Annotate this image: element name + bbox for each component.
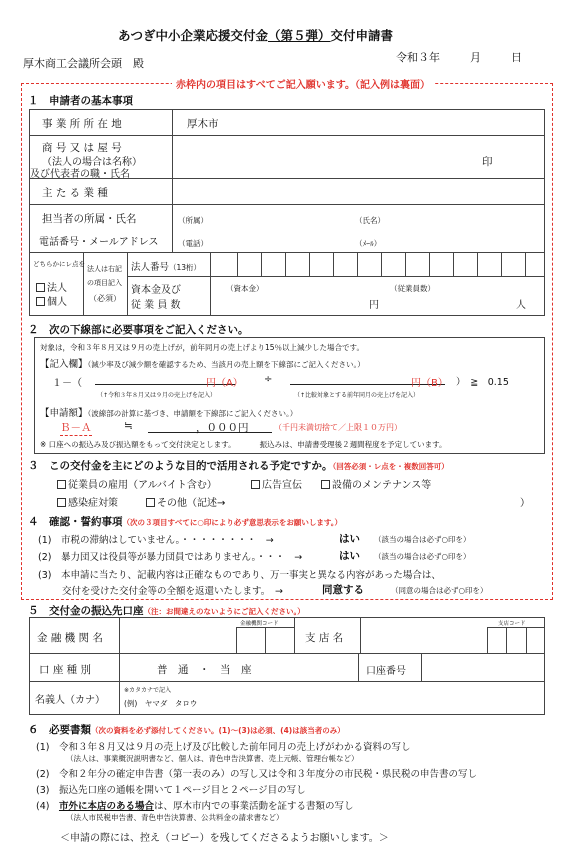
- agree-option[interactable]: 同意する: [322, 584, 364, 596]
- title-suffix: 交付申請書: [330, 28, 394, 43]
- person-unit: 人: [516, 300, 526, 311]
- representative-label: 及び代表者の職・氏名: [30, 169, 130, 180]
- other-close-paren: ）: [520, 498, 530, 509]
- name-field[interactable]: （氏名）: [355, 216, 385, 225]
- cap-note: （千円未満切捨て／上限１０万円）: [274, 423, 402, 432]
- date-line: [396, 49, 522, 65]
- title-round: （第５弾）: [268, 28, 331, 43]
- formula-suffix: ） ≧ 0.15: [456, 377, 509, 388]
- employees-label: 従 業 員 数: [131, 300, 181, 311]
- branch-code-label: 支店コード: [498, 621, 526, 627]
- affiliation-field[interactable]: （所属）: [178, 216, 208, 225]
- account-type-label: 口 座 種 別: [39, 664, 92, 676]
- addressee: 厚木商工会議所会頭 殿: [23, 57, 144, 70]
- hiring-checkbox[interactable]: [57, 480, 66, 489]
- trade-name-sublabel: （法人の場合は名称）: [42, 157, 142, 168]
- individual-option[interactable]: 個人: [36, 293, 67, 308]
- maintenance-checkbox[interactable]: [321, 480, 330, 489]
- business-label: 主 た る 業 種: [42, 187, 108, 199]
- s5-heading: ５ 交付金の振込先口座（注：お間違えのないようにご記入ください。）: [28, 605, 305, 617]
- target-note: 対象は，令和３年８月又は９月の売上げが，前年同月の売上げより15％以上減少した場合です。: [40, 343, 364, 352]
- seal-mark: 印: [482, 156, 493, 168]
- purpose-advertising[interactable]: 広告宣伝: [251, 476, 302, 491]
- yen-a-label: 円（A）: [206, 378, 243, 389]
- holder-label: 名義人（カナ）: [35, 695, 105, 706]
- holder-example: (例) ヤマダ タロウ: [124, 699, 198, 708]
- required-label-2: の項目記入: [87, 279, 122, 287]
- other-checkbox[interactable]: [146, 498, 155, 507]
- phone-field[interactable]: （電話）: [178, 239, 208, 248]
- purpose-hiring[interactable]: 従業員の雇用（アルバイト含む）: [57, 476, 217, 491]
- location-value[interactable]: 厚木市: [187, 118, 219, 130]
- doc-business-proof: (4) 市外に本店のある場合は、厚木市内での事業活動を証する書類の写し: [36, 801, 354, 812]
- b-minus-a: Ｂ－Ａ: [60, 422, 92, 434]
- corp-number-label: 法人番号（13桁）: [131, 262, 202, 273]
- amount-zeros: ，０００円: [196, 422, 249, 434]
- account-table: [29, 617, 545, 715]
- bank-name-label: 金 融 機 関 名: [37, 632, 103, 644]
- pledge-tax: (1) 市税の滞納はしていません。・・・・・・・・ →: [38, 535, 274, 546]
- amount-label: 【申請額】（波線部の計算に基づき、申請額を下線部にご記入ください。）: [40, 408, 298, 419]
- s2-heading: ２ 次の下線部に必要事項をご記入ください。: [28, 324, 249, 336]
- capital-field[interactable]: （資本金）: [226, 284, 264, 293]
- doc-tax-return: (2) 令和２年分の確定申告書（第一表のみ）の写し又は令和３年度分の市民税・県民税の申告書の写し: [36, 769, 477, 780]
- notice: 赤枠内の項目はすべてご記入願います。（記入例は裏面）: [172, 76, 434, 91]
- email-field[interactable]: （ﾒｰﾙ）: [355, 239, 382, 248]
- branch-name-label: 支 店 名: [305, 632, 344, 644]
- choose-one-label: どちらかにレ点を: [33, 260, 85, 268]
- purpose-infection[interactable]: 感染症対策: [57, 494, 118, 509]
- pledge-accuracy: (3) 本申請に当たり、記載内容は正確なものであり、万一事実と異なる内容があった場合は、: [38, 570, 441, 581]
- yes-gang[interactable]: はい: [339, 550, 360, 562]
- individual-checkbox[interactable]: [36, 297, 45, 306]
- pledge-gang: (2) 暴力団又は役員等が暴力団員ではありません。・・・ →: [38, 552, 303, 563]
- doc-sales-sub: （法人は、事業概況説明書など、個人は、青色申告決算書、売上元帳、管理台帳など）: [66, 754, 359, 763]
- contact-label: 担当者の所属・氏名: [42, 213, 137, 225]
- hint-b: （↑比較対象とする前年同月の売上げを記入）: [294, 392, 420, 399]
- bank-code-label: 金融機関コード: [240, 621, 279, 627]
- entry-label: 【記入欄】（減少率及び減少額を確認するため、当該月の売上額を下線部にご記入ください。）: [40, 359, 365, 370]
- yes-tax[interactable]: はい: [339, 533, 360, 545]
- infection-checkbox[interactable]: [57, 498, 66, 507]
- pledge-refund: 交付を受けた交付金等の全額を返還いたします。 →: [62, 586, 283, 597]
- required-label-3: （必須）: [89, 294, 121, 303]
- advertising-checkbox[interactable]: [251, 480, 260, 489]
- formula-prefix: １－（: [52, 378, 82, 389]
- approx-sign: ≒: [124, 420, 133, 432]
- corporation-checkbox[interactable]: [36, 283, 45, 292]
- purpose-other[interactable]: その他（記述→: [146, 494, 225, 509]
- yes-gang-note: （該当の場合は必ず○印を）: [374, 552, 471, 561]
- agree-note: （同意の場合は必ず○印を）: [391, 586, 488, 595]
- account-number-label: 口座番号: [366, 666, 406, 677]
- date-day: 日: [511, 51, 522, 64]
- purpose-maintenance[interactable]: 設備のメンテナンス等: [321, 476, 431, 491]
- yes-tax-note: （該当の場合は必ず○印を）: [374, 535, 471, 544]
- date-month: 月: [470, 51, 481, 64]
- s3-heading: ３ この交付金を主にどのような目的で活用される予定ですか。（回答必須・レ点を・複数回答可）: [28, 460, 449, 472]
- location-label: 事 業 所 所 在 地: [42, 118, 122, 130]
- trade-name-label: 商 号 又 は 屋 号: [42, 142, 122, 154]
- capital-label: 資本金及び: [131, 285, 181, 296]
- page-title: [118, 26, 393, 44]
- closing-note: ＜申請の際には、控え（コピー）を残してくださるようお願いします。＞: [60, 833, 389, 844]
- yen-unit: 円: [369, 300, 379, 311]
- doc-sales: (1) 令和３年８月又は９月の売上げ及び比較した前年同月の売上げがわかる資料の写し: [36, 742, 411, 753]
- account-type-value[interactable]: 普 通 ・ 当 座: [157, 664, 252, 676]
- s4-heading: ４ 確認・誓約事項（次の３項目すべてに○印により必ず意思表示をお願いします。）: [28, 516, 343, 528]
- doc-business-proof-sub: （法人市民税申告書、青色申告決算書、公共料金の請求書など）: [66, 813, 284, 822]
- employees-field[interactable]: （従業員数）: [390, 284, 435, 293]
- phone-email-label: 電話番号・メールアドレス: [39, 237, 159, 248]
- doc-passbook: (3) 振込先口座の通帳を開いて１ページ目と２ページ目の写し: [36, 785, 306, 796]
- date-era: 令和３年: [396, 51, 440, 64]
- title-main: あつぎ中小企業応援交付金: [118, 28, 269, 43]
- required-label: 法人は右記: [87, 265, 122, 273]
- corporation-option[interactable]: 法人: [36, 279, 67, 294]
- s1-heading: １ 申請者の基本事項: [28, 95, 133, 107]
- yen-b-label: 円（B）: [411, 378, 448, 389]
- holder-hint: ※カタカナで記入: [124, 687, 172, 694]
- s6-heading: ６ 必要書類（次の資料を必ず添付してください。(1)～(3)は必須、(4)は該当者のみ）: [28, 724, 345, 736]
- divide-sign: ÷: [264, 374, 273, 385]
- hint-a: （↑令和３年８月又は９月の売上げを記入）: [97, 392, 217, 399]
- transfer-note: ※ 口座への振込み及び振込額をもって交付決定とします。 振込みは、申請書受理後２週間程度を予定しています。: [40, 440, 447, 449]
